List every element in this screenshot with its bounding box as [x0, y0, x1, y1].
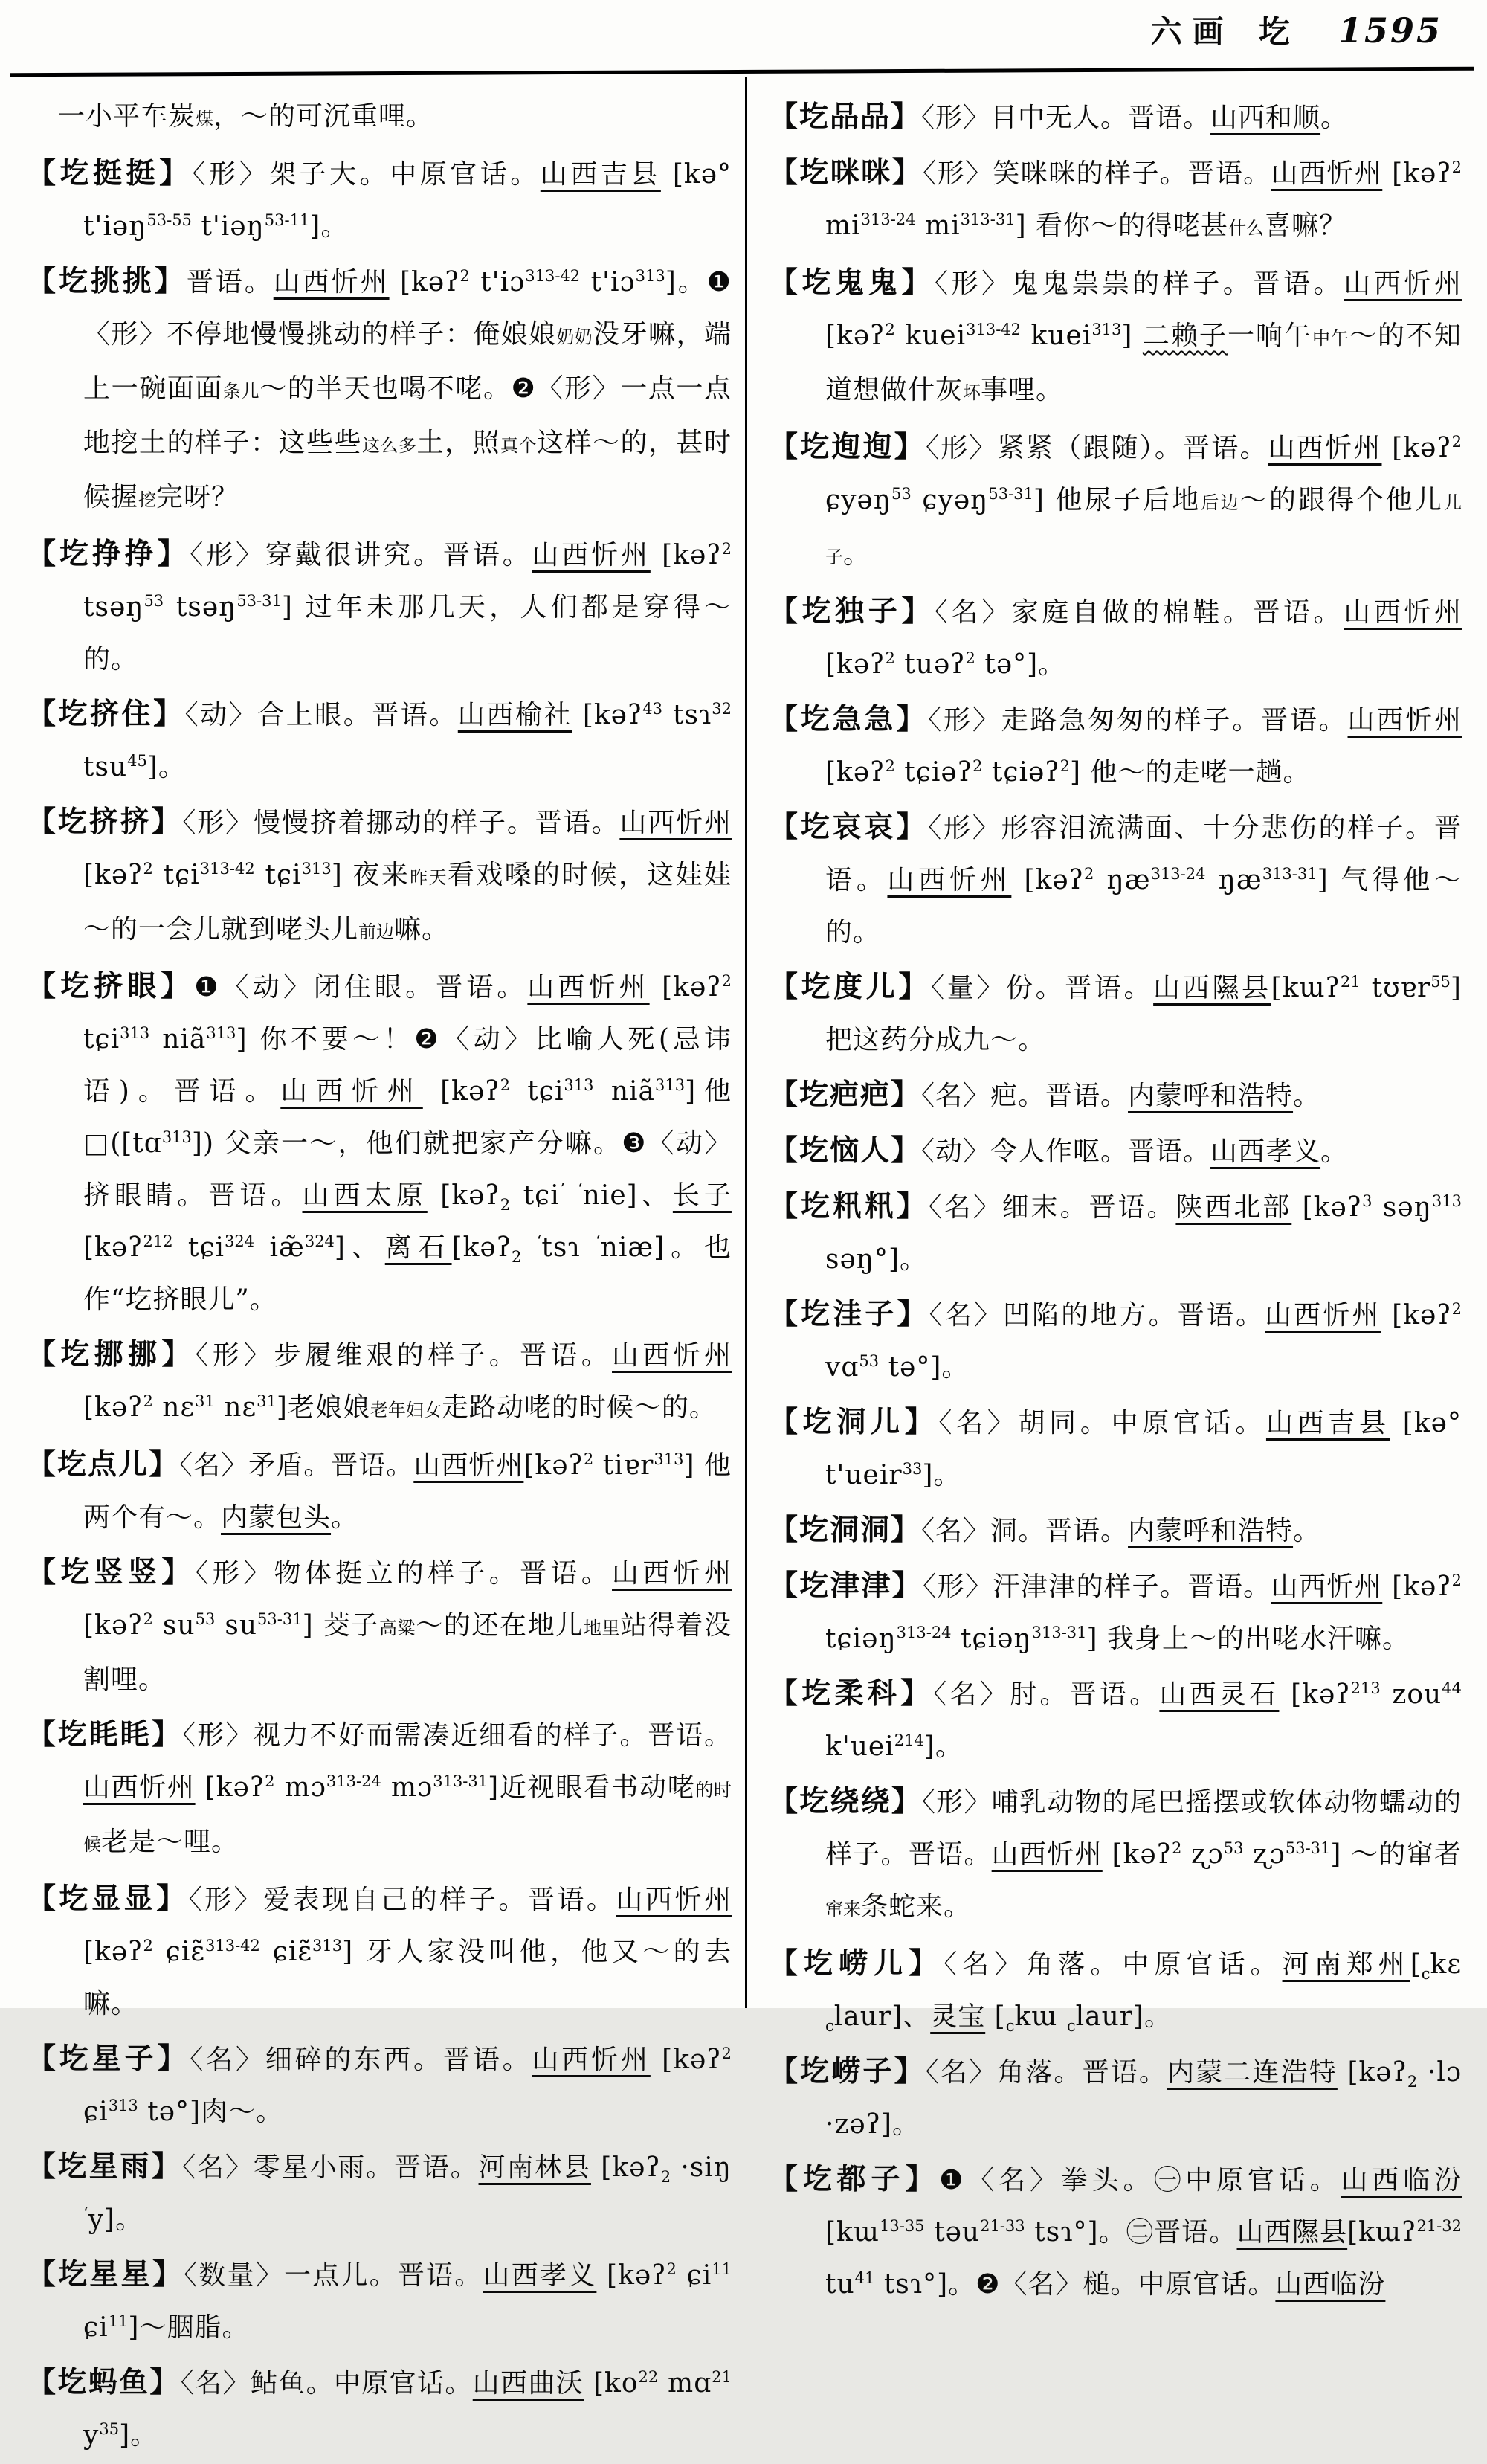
- entry-body: 〈名〉角落。中原官话。河南郑州[$_ckɛ$ $_c$laur]、灵宝 [$_ckɯ$ $_c$laur]。: [825, 1949, 1462, 2036]
- dictionary-entry: [27, 147, 732, 253]
- entry-headword: 【圪挤眼】: [27, 969, 195, 1003]
- tone-superscript: 13-35: [880, 2217, 925, 2235]
- entry-body: 〈名〉零星小雨。晋语。河南林县 [kəʔ$_2$ ·siŋ $^ʻ$y]。: [83, 2152, 732, 2235]
- tone-superscript: 2: [1059, 757, 1070, 775]
- entry-body: 〈形〉鬼鬼祟祟的样子。晋语。山西忻州 [kəʔ$^2$ kuei$^{313-42}$ kuei$^{313}$] 二赖子一响午中午～的不知道想做什灰坏事哩。: [825, 268, 1462, 405]
- entry-body: ❶〈动〉闭住眼。晋语。山西忻州 [kəʔ$^2$ tɕi$^{313}$ niã$^{313}$] 你不要～！❷〈动〉比喻人死(忌讳语)。晋语。山西忻州 [kəʔ$^2$ tɕi$^{313}$ niã$^{313}$]他□([tɑ$^{313}$]) 父亲一～，他们就把家产分嘛。❸〈动〉挤眼睛。晋语。山西太原 [kəʔ$_2$ tɕi$^ʼ$ $^ʻ$nie]、长子 [kəʔ$^{212}$ tɕi$^{324}$ iæ̃$^{324}$]、离石[kəʔ$_2$ $^ʻ$tsɿ $^ʻ$niæ]。也作“圪挤眼儿”。: [83, 972, 732, 1315]
- tone-superscript: 53-31: [1285, 1839, 1331, 1857]
- entry-body: 晋语。山西忻州 [kəʔ$^2$ t'iɔ$^{313-42}$ t'iɔ$^{313}$]。❶〈形〉不停地慢慢挑动的样子：俺娘娘奶奶没牙嘛，端上一碗面面条儿～的半天也喝不咾。❷〈形〉一点一点地挖土的样子：这些些这么多土，照真个这样～的，甚时候握挖完呀？: [83, 267, 732, 512]
- dictionary-entry: [769, 147, 1462, 254]
- gloss-annotation: 儿子: [825, 492, 1462, 567]
- place-name: 山西忻州: [83, 1772, 196, 1803]
- gloss-annotation: 条儿: [222, 381, 260, 402]
- entry-headword: 【圪洞儿】: [769, 1405, 939, 1439]
- tone-superscript: 53-31: [257, 1610, 303, 1628]
- tone-superscript: 212: [143, 1232, 173, 1250]
- dictionary-entry: [27, 2140, 732, 2246]
- dictionary-entry: [27, 2033, 732, 2138]
- place-name: 山西临汾: [1275, 2269, 1386, 2300]
- tone-superscript: 213: [1350, 1679, 1381, 1697]
- tone-superscript: 214: [894, 1731, 924, 1749]
- place-name: 山西忻州: [1344, 597, 1462, 628]
- tone-superscript: 2: [1084, 865, 1094, 883]
- tone-superscript: 2: [143, 860, 153, 878]
- place-name: 山西忻州: [1265, 1300, 1381, 1331]
- place-name: 灵宝: [930, 2001, 986, 2032]
- tone-superscript: 11: [108, 2312, 129, 2330]
- gloss-annotation: 真个: [500, 435, 537, 456]
- entry-headword: 【圪迿迿】: [769, 430, 926, 464]
- dictionary-entry: [27, 2248, 732, 2354]
- tone-superscript: 53: [859, 1352, 880, 1370]
- entry-body: 〈动〉令人作呕。晋语。山西孝义。: [921, 1136, 1349, 1167]
- column-divider: [745, 77, 747, 2008]
- entry-body: 〈形〉架子大。中原官话。山西吉县 [kə° t'iəŋ$^{53-55}$ t'iəŋ$^{53-11}$]。: [83, 159, 732, 242]
- entry-body: 〈动〉合上眼。晋语。山西榆社 [kəʔ$^{43}$ tsɿ$^{32}$ tsu$^{45}$]。: [83, 700, 732, 782]
- entry-body: 〈名〉肘。晋语。山西灵石 [kəʔ$^{213}$ zou$^{44}$ k'uei$^{214}$]。: [825, 1679, 1462, 1762]
- place-name: 山西忻州: [273, 267, 390, 297]
- place-name: 内蒙二连浩特: [1167, 2057, 1338, 2088]
- tone-superscript: 313: [161, 1128, 192, 1146]
- dictionary-entry: [769, 1125, 1462, 1178]
- tone-superscript: 53-31: [988, 485, 1033, 503]
- entry-headword: 【圪星星】: [27, 2257, 184, 2291]
- entry-headword: 【圪哀哀】: [769, 810, 929, 844]
- dictionary-entry: [27, 1873, 732, 2030]
- dictionary-entry: [27, 1708, 732, 1870]
- tone-superscript: 2: [965, 649, 975, 667]
- gloss-annotation: 中午: [1312, 328, 1349, 349]
- tone-superscript: 35: [99, 2420, 120, 2438]
- entry-headword: 【圪籸籸】: [769, 1189, 929, 1223]
- tone-superscript: 2: [721, 540, 732, 558]
- tone-superscript: 2: [666, 2260, 677, 2278]
- entry-headword: 【圪鬼鬼】: [769, 266, 935, 300]
- entry-headword: 【圪洞洞】: [769, 1513, 922, 1547]
- tone-superscript: 2: [885, 321, 895, 338]
- tone-superscript: 53: [1223, 1839, 1244, 1857]
- dictionary-entry: [769, 1180, 1462, 1286]
- entry-body: 〈量〉份。晋语。山西隰县[kɯʔ$^{21}$ tʊɐr$^{55}$] 把这药分成九～。: [825, 973, 1462, 1055]
- tone-superscript: 313-31: [433, 1772, 488, 1790]
- entry-headword: 【圪蚂鱼】: [27, 2365, 181, 2399]
- tone-superscript: 2: [143, 1937, 153, 1955]
- tone-superscript: ʻ: [536, 1232, 542, 1250]
- entry-headword: 【圪疤疤】: [769, 1078, 922, 1112]
- entry-body: 〈形〉爱表现自己的样子。晋语。山西忻州 [kəʔ$^2$ ɕiɛ̃$^{313-42}$ ɕiɛ̃$^{313}$] 牙人家没叫他，他又～的去嘛。: [83, 1885, 732, 2019]
- place-name: 山西忻州: [1271, 1572, 1383, 1602]
- entry-headword: 【圪崂儿】: [769, 1946, 944, 1981]
- place-name: 山西孝义: [483, 2260, 597, 2291]
- dictionary-entry: [769, 91, 1462, 144]
- entry-headword: 【圪洼子】: [769, 1297, 929, 1331]
- entry-body: 〈形〉步履维艰的样子。晋语。山西忻州 [kəʔ$^2$ nɛ$^{31}$ nɛ$^{31}$]老娘娘老年妇女走路动咾的时候～的。: [83, 1340, 732, 1423]
- dictionary-entry: [27, 796, 732, 958]
- entry-headword: 【圪恼人】: [769, 1133, 922, 1168]
- gloss-annotation: 高粱: [378, 1618, 416, 1638]
- place-name: 山西隰县: [1153, 973, 1271, 1003]
- page-header: [0, 7, 1442, 52]
- gloss-annotation: 奶奶: [556, 327, 593, 347]
- tone-subscript: c: [1421, 1965, 1430, 1984]
- tone-superscript: 2: [1171, 1839, 1182, 1857]
- tone-superscript: 324: [225, 1232, 255, 1250]
- header-rule: [10, 67, 1474, 77]
- tone-superscript: 2: [143, 1610, 153, 1628]
- tone-superscript: 2: [885, 649, 895, 667]
- tone-superscript: 44: [1442, 1679, 1462, 1697]
- place-name: 山西吉县: [1265, 1408, 1390, 1438]
- dictionary-entry: [27, 2356, 732, 2462]
- tone-superscript: 313-24: [860, 210, 916, 228]
- tone-superscript: 53: [195, 1610, 216, 1628]
- dictionary-entry: [769, 801, 1462, 959]
- dictionary-entry: [769, 961, 1462, 1067]
- entry-body: 〈形〉笑咪咪的样子。晋语。山西忻州 [kəʔ$^2$ $mi^{313-24}$ $mi^{313-31}$] 看你～的得咾甚什么喜嘛？: [825, 158, 1462, 241]
- place-name: 河南郑州: [1282, 1949, 1410, 1980]
- tone-superscript: ʻ: [595, 1232, 601, 1250]
- dictionary-entry: [27, 688, 732, 794]
- entry-body: 〈数量〉一点儿。晋语。山西孝义 [kəʔ$^2$ ɕi$^{11}$ ɕi$^{11}$]～胭脂。: [83, 2260, 732, 2343]
- tone-superscript: 53-31: [236, 592, 282, 610]
- place-name: 山西隰县: [1236, 2217, 1348, 2248]
- dictionary-entry: [769, 693, 1462, 799]
- place-name: 山西忻州: [532, 540, 651, 570]
- place-name: 山西忻州: [527, 972, 650, 1003]
- gloss-annotation: 挖: [138, 489, 157, 510]
- tone-superscript: 313: [1091, 321, 1122, 338]
- place-name: 山西忻州: [413, 1450, 524, 1481]
- tone-superscript: 313-42: [966, 321, 1022, 338]
- tone-superscript: 313-24: [326, 1772, 381, 1790]
- tone-superscript: 313: [120, 1024, 150, 1042]
- tone-superscript: 313-31: [1031, 1624, 1087, 1641]
- tone-superscript: 313: [635, 267, 665, 285]
- entry-headword: 【圪绕绕】: [769, 1784, 923, 1818]
- tone-superscript: 2: [583, 1450, 594, 1468]
- entry-headword: 【圪挣挣】: [27, 537, 190, 571]
- tone-superscript: 2: [885, 757, 895, 775]
- dictionary-entry: [769, 421, 1462, 583]
- gloss-annotation: 什么: [1228, 218, 1265, 239]
- gloss-annotation: 后边: [1201, 492, 1240, 513]
- tone-superscript: 313: [654, 1450, 684, 1468]
- tone-superscript: 31: [257, 1392, 277, 1410]
- tone-superscript: 33: [902, 1460, 923, 1478]
- entry-headword: 【圪急急】: [769, 702, 929, 736]
- entry-headword: 【圪度儿】: [769, 970, 932, 1004]
- place-name: 山西临汾: [1341, 2165, 1462, 2196]
- place-name: 山西忻州: [616, 1885, 732, 1915]
- entry-body: 〈名〉胡同。中原官话。山西吉县 [kə° t'ueir$^{33}$]。: [825, 1408, 1462, 1490]
- tone-superscript: 2: [1451, 158, 1462, 176]
- tone-superscript: 2: [972, 757, 983, 775]
- place-name: 山西曲沃: [472, 2368, 584, 2399]
- entry-headword: 【圪挤挤】: [27, 805, 183, 839]
- tone-superscript: 45: [127, 752, 147, 770]
- tone-superscript: 32: [712, 700, 732, 718]
- gloss-annotation: 老年妇女: [370, 1400, 442, 1421]
- tone-superscript: 313: [564, 1076, 594, 1094]
- entry-headword: 【圪点儿】: [27, 1447, 180, 1482]
- gloss-annotation: 窜来: [825, 1899, 861, 1920]
- entry-headword: 【圪星雨】: [27, 2149, 183, 2184]
- entry-headword: 【圪津津】: [769, 1569, 923, 1603]
- tone-superscript: 324: [304, 1232, 335, 1250]
- entry-body: 〈名〉疤。晋语。内蒙呼和浩特。: [921, 1081, 1321, 1111]
- entry-continuation: [27, 91, 732, 145]
- tone-superscript: 53: [143, 592, 164, 610]
- tone-superscript: 41: [854, 2269, 875, 2287]
- entry-body: 〈名〉角落。晋语。内蒙二连浩特 [kəʔ$_2$ ·lɔ ·zəʔ]。: [825, 2057, 1462, 2140]
- dictionary-entry: [769, 257, 1462, 419]
- gloss-annotation: 的时候: [83, 1780, 732, 1855]
- dictionary-entry: [27, 960, 732, 1326]
- tone-superscript: 21-32: [1416, 2217, 1462, 2235]
- page-number: 1595: [1338, 10, 1442, 51]
- tone-superscript: 313-24: [896, 1624, 952, 1641]
- dictionary-entry: [769, 1288, 1462, 1394]
- entry-body: 〈形〉穿戴很讲究。晋语。山西忻州 [kəʔ$^2$ tsəŋ$^{53}$ tsəŋ$^{53-31}$] 过年未那几天，人们都是穿得～的。: [83, 540, 732, 675]
- entry-body: 〈形〉走路急匆匆的样子。晋语。山西忻州 [kəʔ$^2$ tɕiəʔ$^2$ tɕiəʔ$^2$] 他～的走咾一趟。: [825, 705, 1462, 788]
- place-name: 山西孝义: [1210, 1136, 1321, 1167]
- entry-body: 〈名〉家庭自做的棉鞋。晋语。山西忻州 [kəʔ$^2$ tuəʔ$^2$ tə°]。: [825, 597, 1462, 680]
- place-name: 山西和顺: [1210, 103, 1321, 133]
- place-name: 山西吉县: [540, 159, 661, 190]
- proper-name: 二赖子: [1142, 321, 1228, 351]
- place-name: 山西忻州: [612, 1340, 732, 1371]
- entry-body: ❶〈名〉拳头。㊀中原官话。山西临汾 [kɯ$^{13-35}$ təu$^{21-33}$ tsɿ°]。㊁晋语。山西隰县[kɯʔ$^{21-32}$ $tu^{41}$ tsɿ°]。❷〈名〉槌。中原官话。山西临汾: [825, 2165, 1462, 2300]
- gloss-annotation: 煤: [196, 109, 214, 129]
- entry-headword: 【圪显显】: [27, 1882, 189, 1916]
- entry-body: 〈形〉物体挺立的样子。晋语。山西忻州 [kəʔ$^2$ $su^{53}$ $su^{53-31}$] 茭子高粱～的还在地儿地里站得着没割哩。: [83, 1558, 732, 1695]
- entry-headword: 【圪挪挪】: [27, 1337, 196, 1371]
- tone-superscript: 2: [1451, 433, 1462, 451]
- dictionary-entry: [769, 1775, 1462, 1935]
- place-name: 山西忻州: [532, 2045, 651, 2075]
- entry-body: 〈形〉目中无人。晋语。山西和顺。: [921, 103, 1349, 133]
- place-name: 河南林县: [478, 2152, 591, 2183]
- tone-superscript: ʻ: [83, 2204, 88, 2222]
- gloss-annotation: 地里: [583, 1618, 621, 1638]
- radical-headword-label: 圪: [1258, 13, 1290, 50]
- tone-superscript: 2: [1451, 1300, 1462, 1318]
- tone-superscript: 313-24: [1150, 865, 1206, 883]
- entry-headword: 【圪咪咪】: [769, 155, 923, 190]
- tone-superscript: 313: [301, 860, 332, 878]
- entry-body: 一小平车炭煤，～的可沉重哩。: [58, 101, 434, 132]
- place-name: 山西忻州: [887, 865, 1012, 895]
- left-column: [27, 91, 732, 2464]
- tone-superscript: 22: [638, 2368, 659, 2386]
- gloss-annotation: 前边: [358, 921, 395, 942]
- dictionary-entry: [769, 1937, 1462, 2043]
- tone-superscript: 2: [143, 1392, 153, 1410]
- entry-headword: 【圪独子】: [769, 594, 935, 628]
- place-name: 山西忻州: [1347, 705, 1462, 736]
- tone-superscript: 43: [642, 700, 663, 718]
- tone-superscript: 2: [265, 1772, 275, 1790]
- dictionary-entry: [769, 585, 1462, 691]
- tone-superscript: 313: [206, 1024, 236, 1042]
- tone-superscript: 21: [712, 2368, 732, 2386]
- entry-body: 〈形〉视力不好而需凑近细看的样子。晋语。山西忻州 [kəʔ$^2$ mɔ$^{313-24}$ mɔ$^{313-31}$]近视眼看书动咾的时候老是～哩。: [83, 1720, 732, 1857]
- dictionary-entry: [769, 1667, 1462, 1773]
- tone-superscript: 313: [654, 1076, 686, 1094]
- gloss-annotation: 坏: [963, 382, 981, 403]
- entry-body: 〈名〉洞。晋语。内蒙呼和浩特。: [921, 1516, 1321, 1546]
- tone-subscript: 2: [512, 1248, 522, 1267]
- dictionary-entry: [769, 1504, 1462, 1557]
- entry-headword: 【圪星子】: [27, 2042, 190, 2076]
- entry-body: 〈名〉鲇鱼。中原官话。山西曲沃 [$ko^{22}$ mɑ$^{21}$ $y^{35}$]。: [83, 2368, 732, 2451]
- entry-headword: 【圪品品】: [769, 100, 922, 134]
- place-name: 内蒙呼和浩特: [1128, 1081, 1294, 1111]
- gloss-annotation: 昨天: [410, 867, 448, 888]
- entry-headword: 【圪竖竖】: [27, 1555, 196, 1589]
- entry-body: 〈名〉凹陷的地方。晋语。山西忻州 [kəʔ$^2$ vɑ$^{53}$ tə°]。: [825, 1300, 1462, 1383]
- tone-superscript: 21-33: [980, 2217, 1025, 2235]
- place-name: 内蒙呼和浩特: [1128, 1516, 1294, 1546]
- place-name: 内蒙包头: [221, 1502, 332, 1533]
- tone-superscript: 313-31: [960, 210, 1016, 228]
- gloss-annotation: 这么多: [361, 435, 417, 456]
- entry-body: 〈形〉慢慢挤着挪动的样子。晋语。山西忻州 [kəʔ$^2$ tɕi$^{313-42}$ tɕi$^{313}$] 夜来昨天看戏嗓的时候，这娃娃～的一会儿就到咾头儿前边嘛。: [83, 808, 732, 945]
- dictionary-entry: [27, 1546, 732, 1706]
- entry-body: 〈形〉汗津津的样子。晋语。山西忻州 [kəʔ$^2$ tɕiəŋ$^{313-24}$ tɕiəŋ$^{313-31}$] 我身上～的出咾水汗嘛。: [825, 1572, 1462, 1654]
- place-name: 山西忻州: [1268, 433, 1382, 463]
- tone-superscript: 53: [891, 485, 912, 503]
- tone-superscript: 2: [721, 972, 732, 990]
- tone-superscript: 313: [108, 2097, 138, 2114]
- tone-superscript: 21: [1340, 973, 1361, 991]
- tone-superscript: 3: [1362, 1192, 1373, 1210]
- place-name: 长子: [672, 1180, 732, 1211]
- dictionary-entry: [27, 528, 732, 686]
- place-name: 山西忻州: [619, 808, 732, 838]
- tone-superscript: 2: [500, 1076, 510, 1094]
- tone-superscript: 313-42: [525, 267, 581, 285]
- place-name: 山西榆社: [457, 700, 572, 730]
- stroke-section-label: 六画: [1150, 13, 1234, 50]
- entry-headword: 【圪挺挺】: [27, 156, 193, 190]
- tone-superscript: 55: [1430, 973, 1451, 991]
- tone-superscript: 31: [195, 1392, 215, 1410]
- entry-body: 〈名〉矛盾。晋语。山西忻州[kəʔ$^2$ tiɐr$^{313}$] 他两个有～。内蒙包头。: [83, 1450, 732, 1533]
- entry-body: 〈名〉细碎的东西。晋语。山西忻州 [kəʔ$^2$ ɕi$^{313}$ tə°]肉～。: [83, 2045, 732, 2127]
- entry-body: 〈形〉紧紧（跟随）。晋语。山西忻州 [kəʔ$^2$ ɕyəŋ$^{53}$ ɕyəŋ$^{53-31}$] 他尿子后地后边～的跟得个他儿儿子。: [825, 433, 1462, 570]
- entry-headword: 【圪都子】: [769, 2162, 940, 2196]
- tone-superscript: ʼ: [559, 1180, 565, 1198]
- entry-headword: 【圪挑挑】: [27, 264, 187, 298]
- tone-superscript: 313: [1431, 1192, 1462, 1210]
- place-name: 山西忻州: [280, 1076, 423, 1107]
- tone-superscript: 53-55: [146, 211, 192, 229]
- tone-superscript: 53-11: [264, 211, 310, 229]
- tone-subscript: c: [825, 2017, 834, 2036]
- tone-superscript: 2: [459, 267, 470, 285]
- entry-body: 〈名〉细末。晋语。陕西北部 [kəʔ$^3$ səŋ$^{313}$ səŋ°]。: [825, 1192, 1462, 1275]
- tone-superscript: 313-31: [1262, 865, 1317, 883]
- tone-superscript: 313-42: [199, 860, 255, 878]
- place-name: 陕西北部: [1175, 1192, 1292, 1223]
- dictionary-entry: [769, 1069, 1462, 1122]
- tone-superscript: 313: [312, 1937, 343, 1955]
- dictionary-entry: [27, 1438, 732, 1544]
- tone-subscript: c: [1005, 2017, 1015, 2036]
- entry-headword: 【圪挤住】: [27, 697, 185, 731]
- place-name: 山西忻州: [1271, 158, 1383, 189]
- tone-superscript: 2: [1451, 1572, 1462, 1589]
- tone-superscript: 2: [721, 2045, 732, 2062]
- entry-body: 〈形〉形容泪流满面、十分悲伤的样子。晋语。山西忻州 [kəʔ$^2$ $ŋæ^{313-24}$ $ŋæ^{313-31}$] 气得他～的。: [825, 813, 1462, 948]
- tone-subscript: c: [1066, 2017, 1076, 2036]
- place-name: 山西忻州: [612, 1558, 732, 1589]
- place-name: 山西太原: [302, 1180, 428, 1211]
- dictionary-entry: [769, 1560, 1462, 1665]
- place-name: 山西灵石: [1159, 1679, 1280, 1710]
- entry-headword: 【圪眊眊】: [27, 1717, 183, 1752]
- tone-subscript: 2: [1407, 2073, 1418, 2091]
- dictionary-entry: [769, 2045, 1462, 2151]
- tone-subscript: 2: [660, 2168, 671, 2187]
- entry-headword: 【圪崂子】: [769, 2054, 926, 2088]
- dictionary-entry: [769, 2153, 1462, 2311]
- place-name: 离石: [384, 1232, 452, 1263]
- tone-superscript: 11: [712, 2260, 732, 2278]
- dictionary-entry: [27, 255, 732, 526]
- tone-subscript: 2: [500, 1196, 511, 1215]
- dictionary-entry: [27, 1328, 732, 1436]
- tone-superscript: ʻ: [577, 1180, 583, 1198]
- entry-body: 〈形〉哺乳动物的尾巴摇摆或软体动物蠕动的样子。晋语。山西忻州 [kəʔ$^2$ ʐɔ$^{53}$ ʐɔ$^{53-31}$] ～的窜者窜来条蛇来。: [825, 1787, 1462, 1922]
- tone-superscript: 313-42: [204, 1937, 260, 1955]
- entry-headword: 【圪柔科】: [769, 1676, 934, 1711]
- right-column: [769, 91, 1462, 2313]
- dictionary-entry: [769, 1396, 1462, 1502]
- place-name: 山西忻州: [1344, 268, 1462, 299]
- place-name: 山西忻州: [991, 1839, 1103, 1870]
